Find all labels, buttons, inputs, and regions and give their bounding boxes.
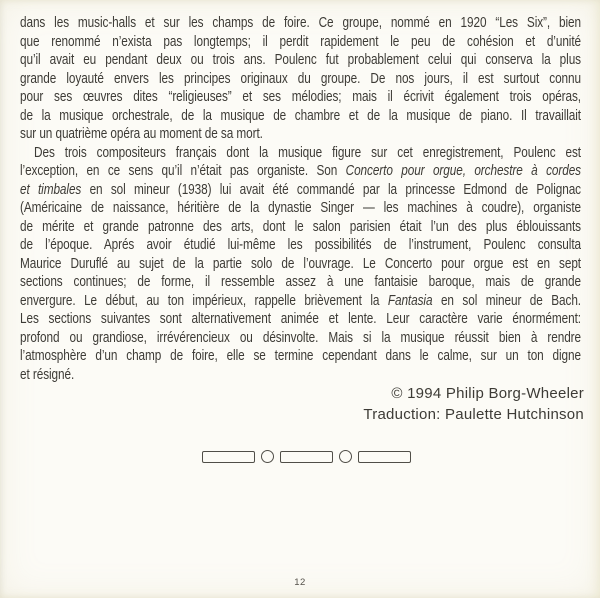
- ornament-bar: [358, 451, 411, 463]
- text-segment: en sol mineur (1938) lui avait été commandé par la princesse Edmond de Polignac: [81, 181, 581, 198]
- text-line: [20, 51, 581, 70]
- italic-text-segment: Concerto pour orgue, orchestre à cordes: [345, 163, 581, 179]
- text-segment: envergure. Le début, au ton impérieux, rappelle brièvement la: [20, 292, 388, 309]
- ornament-bar: [280, 451, 333, 463]
- text-line: [20, 292, 581, 311]
- text-segment: de mérite et grande patronne des arts, dont le salon parisien était l’un des plus éblouissants: [20, 218, 581, 235]
- copyright-line: © 1994 Philip Borg-Wheeler: [391, 385, 584, 402]
- ornament-circle-icon: [339, 450, 352, 463]
- text-segment: de l’époque. Aprés avoir étudié lui-même les possibilités de l’instrument, Poulenc consulta: [20, 237, 581, 253]
- text-line: [20, 236, 581, 255]
- text-line: [20, 366, 581, 385]
- divider-ornament: [202, 450, 411, 463]
- translation-line: Traduction: Paulette Hutchinson: [363, 405, 584, 423]
- text-line: [20, 255, 581, 274]
- text-segment: que renommé n’exista pas longtemps; il perdit rapidement le peu de cohésion et d’unité: [20, 33, 581, 50]
- text-line: [20, 310, 581, 329]
- text-line: [20, 125, 581, 144]
- text-line: [20, 14, 581, 33]
- text-line: [20, 199, 581, 218]
- text-segment: Maurice Duruflé au sujet de la partie solo de l’ouvrage. Le Concerto pour orgue est en sept: [20, 255, 581, 272]
- text-segment: de la musique orchestrale, de la musique de chambre et de la musique de piano. Il travaillait: [20, 107, 581, 124]
- ornament-bar: [202, 451, 255, 463]
- text-line: [20, 273, 581, 292]
- text-segment: et résigné.: [20, 366, 75, 383]
- text-segment: Des trois compositeurs français dont la musique figure sur cet enregistrement, Poulenc est: [34, 144, 581, 161]
- text-line: [20, 33, 581, 52]
- text-line: [20, 218, 581, 237]
- text-line: [20, 70, 581, 89]
- text-segment: Les sections suivantes sont alternativement animée et lente. Leur caractère varie énormément:: [20, 311, 581, 327]
- text-line: [20, 144, 581, 163]
- text-line: [20, 88, 581, 107]
- body-text: [20, 14, 581, 384]
- text-segment: sections continues; de forme, il ressemble assez à une fantaisie baroque, mais de grande: [20, 274, 581, 290]
- text-segment: l’atmosphère d’un champ de foire, elle se termine cependant dans le calme, sur un ton digne: [20, 348, 581, 364]
- text-segment: pour ses œuvres dites “religieuses” et ses mélodies; mais il écrivit également trois opéras,: [20, 89, 581, 105]
- text-segment: grande loyauté envers les principes originaux du groupe. De nos jours, il est surtout connu: [20, 70, 581, 87]
- text-segment: l’exception, en ce sens qu’il n’était pas organiste. Son: [20, 163, 346, 179]
- text-segment: en sol mineur de Bach.: [432, 292, 581, 309]
- text-segment: sur un quatrième opéra au moment de sa mort.: [20, 126, 263, 142]
- text-segment: (Américaine de naissance, héritière de la dynastie Singer — les machines à coudre), organiste: [20, 200, 581, 216]
- text-line: [20, 329, 581, 348]
- text-line: [20, 162, 581, 181]
- text-segment: dans les music-halls et sur les champs de foire. Ce groupe, nommé en 1920 “Les Six”, bien: [20, 15, 581, 31]
- italic-text-segment: Fantasia: [387, 292, 433, 309]
- text-line: [20, 107, 581, 126]
- text-line: [20, 347, 581, 366]
- text-line: [20, 181, 581, 200]
- text-segment: qu’il avait eu pendant deux ou trois ans. Poulenc fut probablement celui qui conserva la plus: [20, 52, 581, 68]
- text-segment: profond ou grandiose, irrévérencieux ou désinvolte. Mais si la musique réussit bien à rendre: [20, 329, 581, 346]
- ornament-circle-icon: [261, 450, 274, 463]
- page-number: 12: [294, 577, 306, 588]
- italic-text-segment: et timbales: [20, 181, 82, 198]
- credits-block: [363, 384, 584, 425]
